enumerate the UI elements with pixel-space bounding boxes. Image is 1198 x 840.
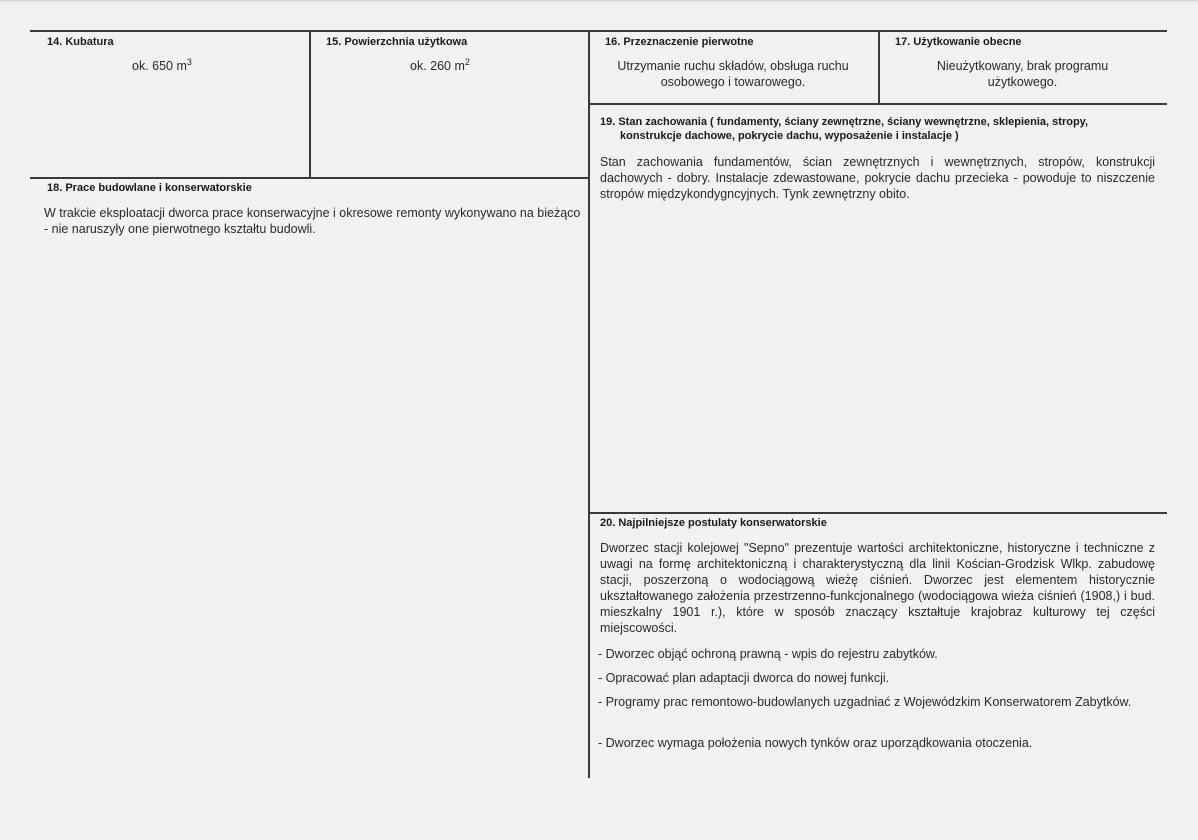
field-16-value: Utrzymanie ruchu składów, obsługa ruchu osobowego i towarowego. (617, 59, 849, 89)
field-20-bullet-2: - Opracować plan adaptacji dworca do nowej funkcji. (598, 671, 890, 685)
field-20-bullet-3: - Programy prac remontowo-budowlanych uzgadniać z Wojewódzkim Konserwatorem Zabytków. (598, 695, 1132, 709)
field-15-value (410, 58, 470, 74)
field-18-label: 18. Prace budowlane i konserwatorskie (47, 182, 252, 194)
field-15-text: ok. 260 m (410, 59, 465, 73)
field-19-label-line-2: konstrukcje dachowe, pokrycie dachu, wyposażenie i instalacje ) (620, 130, 959, 142)
divider-16-17 (878, 31, 880, 103)
field-14-text: ok. 650 m (132, 59, 187, 73)
field-16-label: 16. Przeznaczenie pierwotne (605, 36, 754, 48)
rule-above-20 (589, 512, 1167, 514)
field-14-unit-exponent: 3 (186, 56, 192, 67)
rule-above-18 (30, 177, 589, 179)
form-top-rule (30, 30, 1167, 32)
field-20-label: 20. Najpilniejsze postulaty konserwatorskie (600, 517, 827, 529)
field-17-value: Nieużytkowany, brak programu użytkowego. (936, 59, 1109, 89)
field-15-unit-exponent: 2 (464, 56, 470, 67)
divider-14-15 (309, 31, 311, 178)
field-20-intro: Dworzec stacji kolejowej "Sepno" prezentuje wartości architektoniczne, historyczne i techniczne z uwagi na formę architektoniczną i charakterystyczną dla linii Kościan-Grodzisk Wlkp. zabudowę stacji, poszerzoną o wodociągową wieżę ciśnień. Dworzec jest elementem historycznie ukształtowanego założenia przestrzenno-funkcjonalnego (wodociągowa wieża ciśnień (1908,) i bud. mieszkalny 1901 r.), które w sposób znaczący kształtuje krajobraz kulturowy tej części miejscowości. (600, 541, 1155, 635)
field-14-value (132, 58, 192, 74)
field-20-bullet-1: - Dworzec objąć ochroną prawną - wpis do rejestru zabytków. (598, 647, 938, 661)
scan-edge (0, 0, 1198, 3)
field-20-bullet-4: - Dworzec wymaga położenia nowych tynków oraz uporządkowania otoczenia. (598, 736, 1033, 750)
divider-main (588, 31, 590, 778)
rule-under-16-17 (589, 103, 1167, 105)
field-17-label: 17. Użytkowanie obecne (895, 36, 1022, 48)
field-19-value: Stan zachowania fundamentów, ścian zewnętrznych i wewnętrznych, stropów, konstrukcji dachowych - dobry. Instalacje zdewastowane, pokrycie dachu przecieka - powoduje to niszczenie stropów międzykondygncyjnych. Tynk zewnętrzny obito. (600, 155, 1155, 201)
field-14-label: 14. Kubatura (47, 36, 114, 48)
field-18-value: W trakcie eksploatacji dworca prace konserwacyjne i okresowe remonty wykonywano na bieżąco - nie naruszyły one pierwotnego kształtu budowli. (44, 206, 581, 236)
field-15-label: 15. Powierzchnia użytkowa (326, 36, 468, 48)
field-19-label-line-1: 19. Stan zachowania ( fundamenty, ściany zewnętrzne, ściany wewnętrzne, sklepienia, stropy, (600, 116, 1089, 128)
